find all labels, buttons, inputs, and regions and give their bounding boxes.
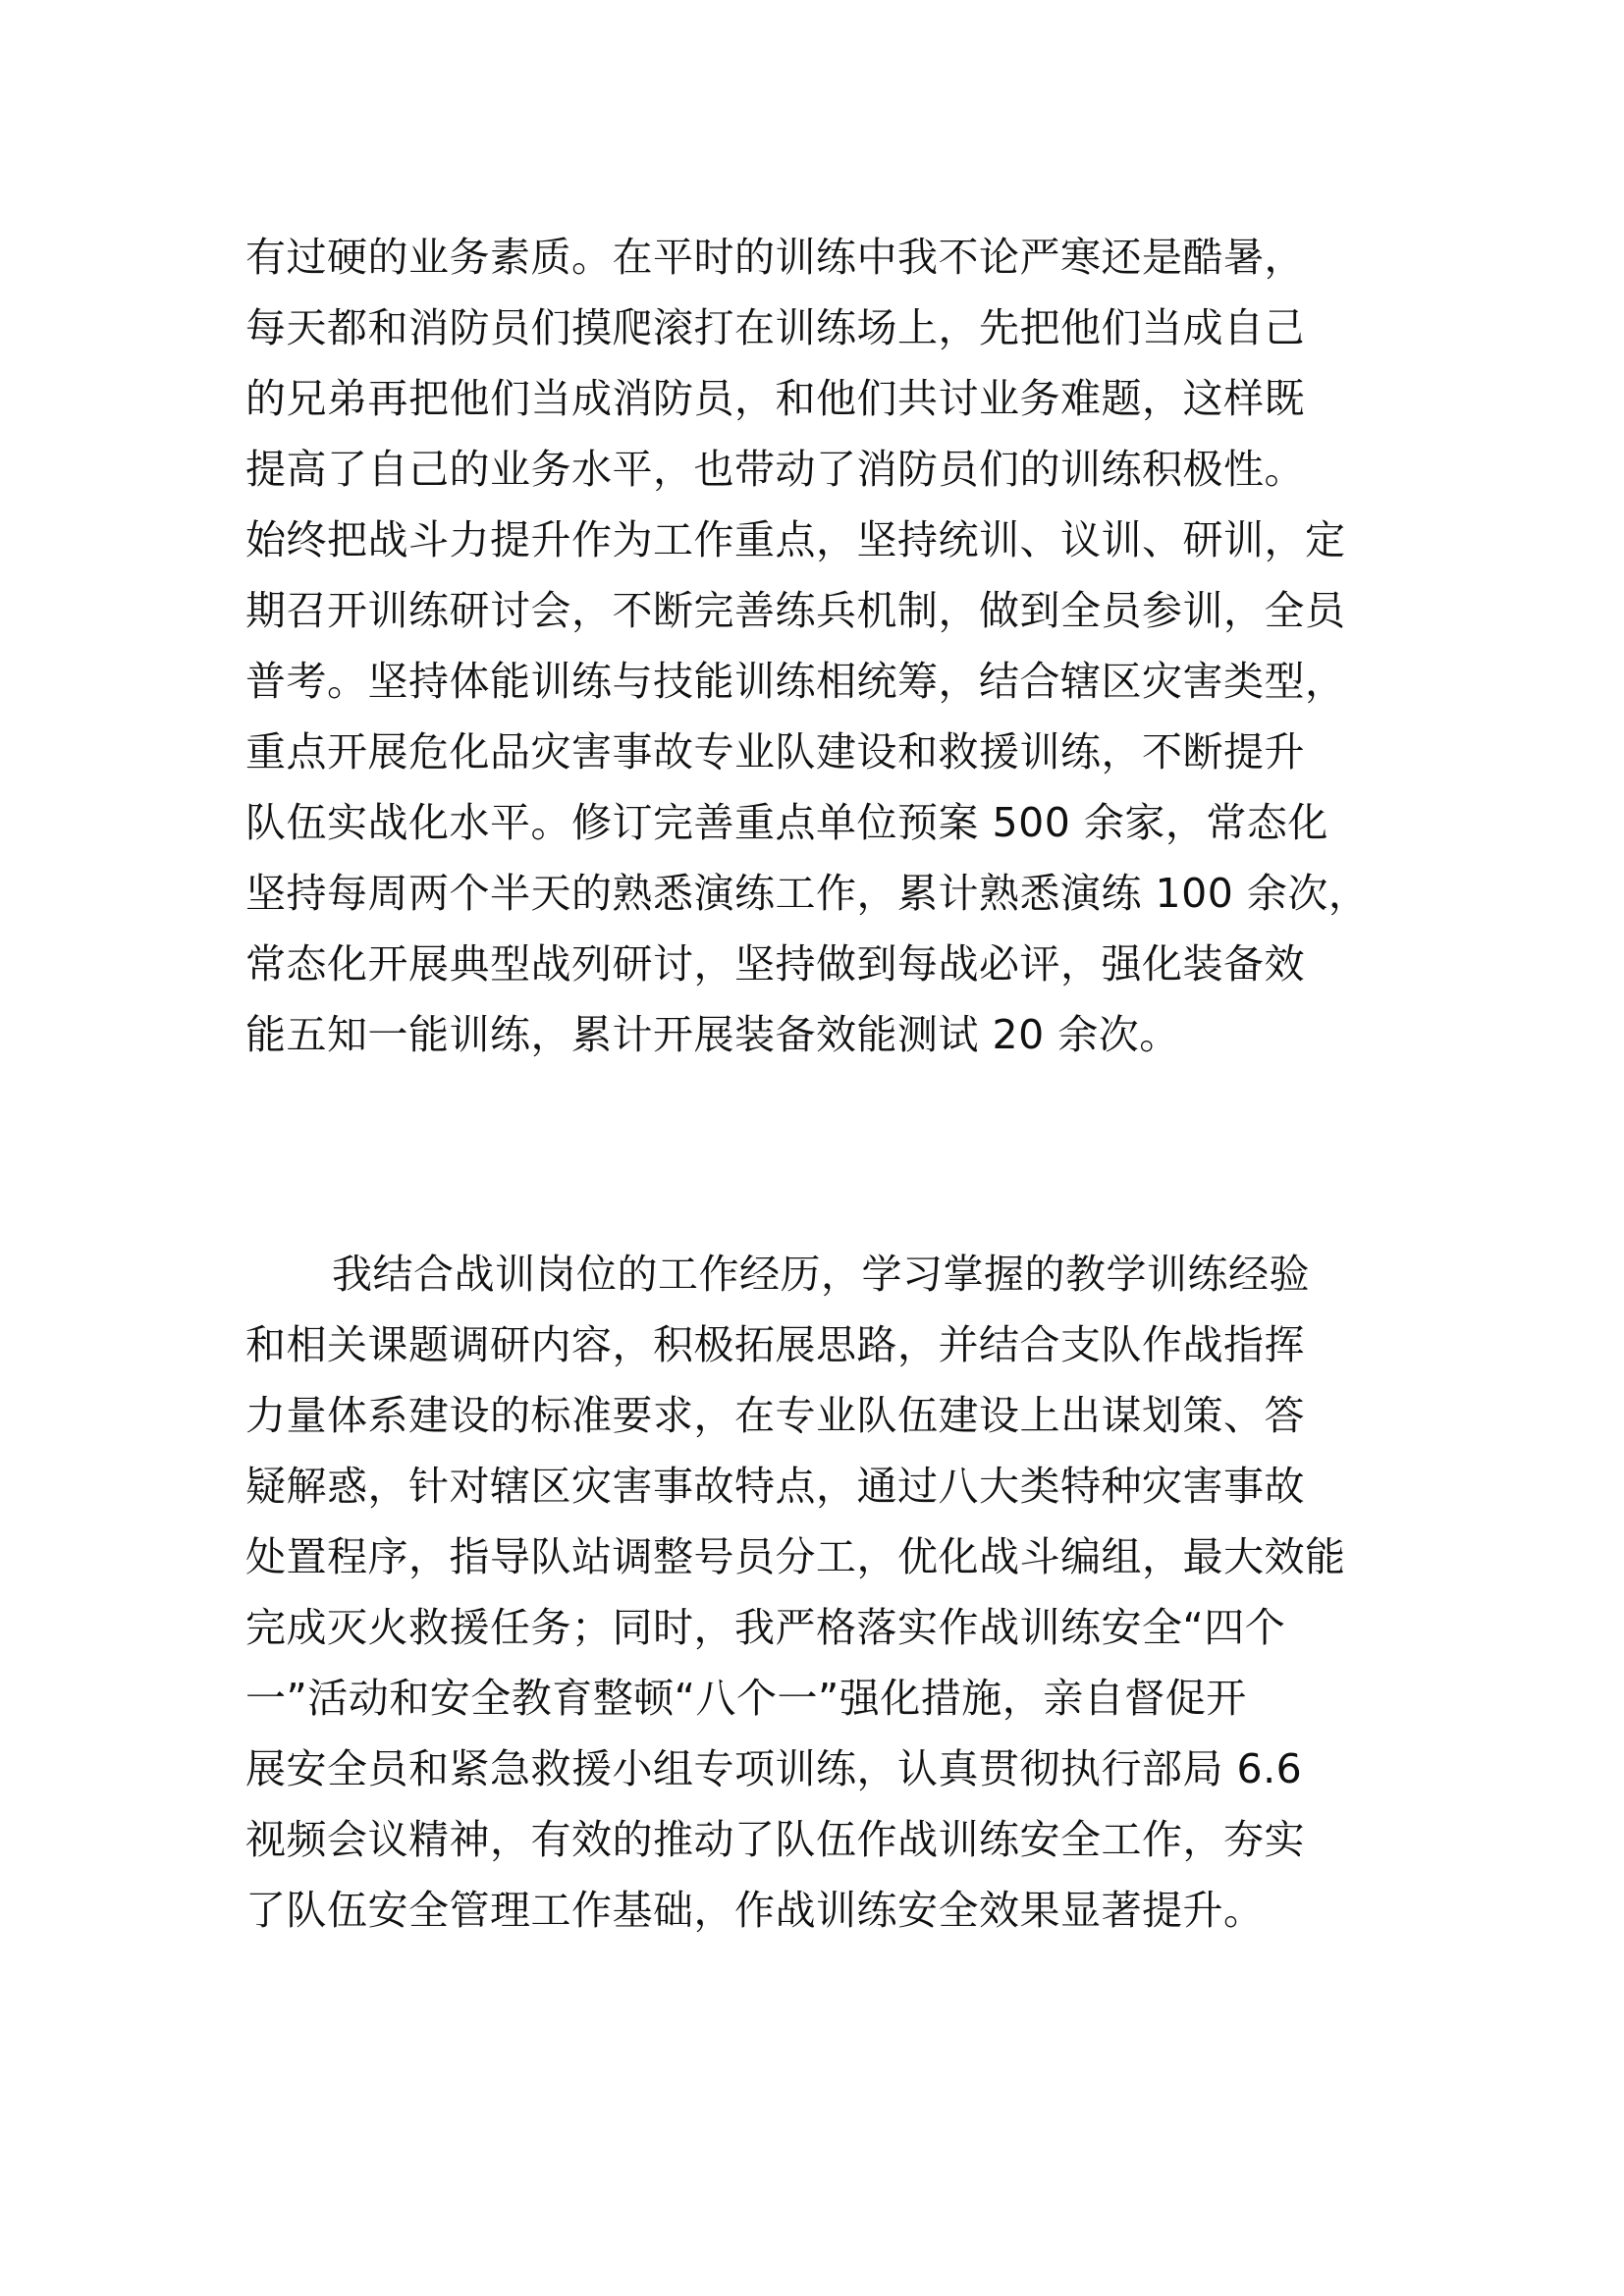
paragraph-line: 重点开展危化品灾害事故专业队建设和救援训练，不断提升: [245, 728, 1305, 775]
paragraph-1: [245, 222, 1384, 1070]
paragraph-line: 有过硬的业务素质。在平时的训练中我不论严寒还是酷暑，: [245, 234, 1305, 281]
paragraph-first-line: 我结合战训岗位的工作经历，学习掌握的教学训练经验: [332, 1251, 1310, 1298]
paragraph-line: 期召开训练研讨会，不断完善练兵机制，做到全员参训，全员: [245, 587, 1346, 634]
paragraph-line: 了队伍安全管理工作基础，作战训练安全效果显著提升。: [245, 1887, 1265, 1934]
paragraph-line: 处置程序，指导队站调整号员分工，优化战斗编组，最大效能: [245, 1533, 1346, 1580]
paragraph-line: 提高了自己的业务水平，也带动了消防员们的训练积极性。: [245, 446, 1305, 493]
paragraph-line: 一”活动和安全教育整顿“八个一”强化措施，亲自督促开: [245, 1675, 1247, 1722]
paragraph-line: 和相关课题调研内容，积极拓展思路，并结合支队作战指挥: [245, 1321, 1305, 1368]
paragraph-line: 力量体系建设的标准要求，在专业队伍建设上出谋划策、答: [245, 1392, 1305, 1439]
paragraph-line: 普考。坚持体能训练与技能训练相统筹，结合辖区灾害类型，: [245, 658, 1346, 705]
paragraph-2: [245, 1239, 1384, 1946]
paragraph-line: 疑解惑，针对辖区灾害事故特点，通过八大类特种灾害事故: [245, 1463, 1305, 1510]
paragraph-line: 的兄弟再把他们当成消防员，和他们共讨业务难题，这样既: [245, 375, 1305, 422]
paragraph-line: 始终把战斗力提升作为工作重点，坚持统训、议训、研训，定: [245, 516, 1346, 563]
paragraph-line: 坚持每周两个半天的熟悉演练工作，累计熟悉演练 100 余次，: [245, 870, 1370, 917]
paragraph-line: 完成灭火救援任务；同时，我严格落实作战训练安全“四个: [245, 1604, 1286, 1651]
paragraph-line: 常态化开展典型战列研讨，坚持做到每战必评，强化装备效: [245, 940, 1305, 988]
paragraph-line: 视频会议精神，有效的推动了队伍作战训练安全工作，夯实: [245, 1816, 1305, 1863]
paragraph-line: 每天都和消防员们摸爬滚打在训练场上，先把他们当成自己: [245, 304, 1305, 351]
paragraph-line: 队伍实战化水平。修订完善重点单位预案 500 余家，常态化: [245, 799, 1328, 846]
paragraph-line: 展安全员和紧急救援小组专项训练，认真贯彻执行部局 6.6: [245, 1745, 1303, 1792]
paragraph-line: 能五知一能训练，累计开展装备效能测试 20 余次。: [245, 1011, 1180, 1058]
